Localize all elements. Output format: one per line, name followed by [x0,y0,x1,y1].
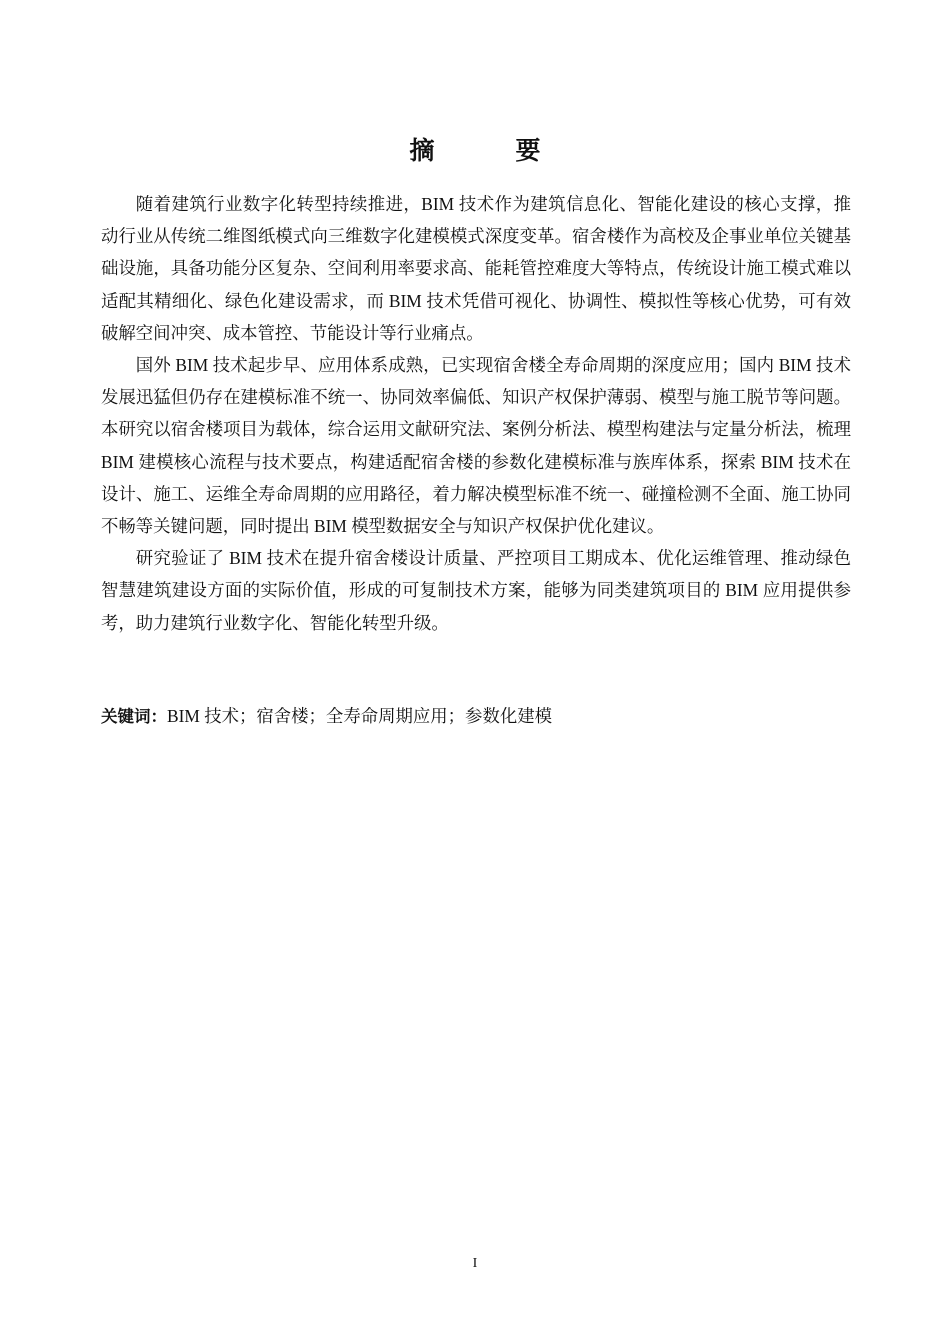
abstract-paragraph-1: 随着建筑行业数字化转型持续推进，BIM 技术作为建筑信息化、智能化建设的核心支撑，推动行业从传统二维图纸模式向三维数字化建模模式深度变革。宿舍楼作为高校及企事业单位关键基础设施，具备功能分区复杂、空间利用率要求高、能耗管控难度大等特点，传统设计施工模式难以适配其精细化、绿色化建设需求，而 BIM 技术凭借可视化、协调性、模拟性等核心优势，可有效破解空间冲突、成本管控、节能设计等行业痛点。 [101,194,851,343]
abstract-paragraph-3: 研究验证了 BIM 技术在提升宿舍楼设计质量、严控项目工期成本、优化运维管理、推动绿色智慧建筑建设方面的实际价值，形成的可复制技术方案，能够为同类建筑项目的 BIM 应用提供参考，助力建筑行业数字化、智能化转型升级。 [101,548,851,633]
abstract-body [101,188,851,639]
keywords-label: 关键词： [101,707,167,726]
abstract-title: 摘 要 [409,136,569,165]
keywords-text: BIM 技术；宿舍楼；全寿命周期应用；参数化建模 [167,706,553,726]
keywords-line [101,700,851,733]
abstract-paragraph-2: 国外 BIM 技术起步早、应用体系成熟，已实现宿舍楼全寿命周期的深度应用；国内 BIM 技术发展迅猛但仍存在建模标准不统一、协同效率偏低、知识产权保护薄弱、模型与施工脱节等问题。本研究以宿舍楼项目为载体，综合运用文献研究法、案例分析法、模型构建法与定量分析法，梳理 BIM 建模核心流程与技术要点，构建适配宿舍楼的参数化建模标准与族库体系，探索 BIM 技术在设计、施工、运维全寿命周期的应用路径，着力解决模型标准不统一、碰撞检测不全面、施工协同不畅等关键问题，同时提出 BIM 模型数据安全与知识产权保护优化建议。 [101,355,851,537]
page-number: I [472,1256,478,1271]
